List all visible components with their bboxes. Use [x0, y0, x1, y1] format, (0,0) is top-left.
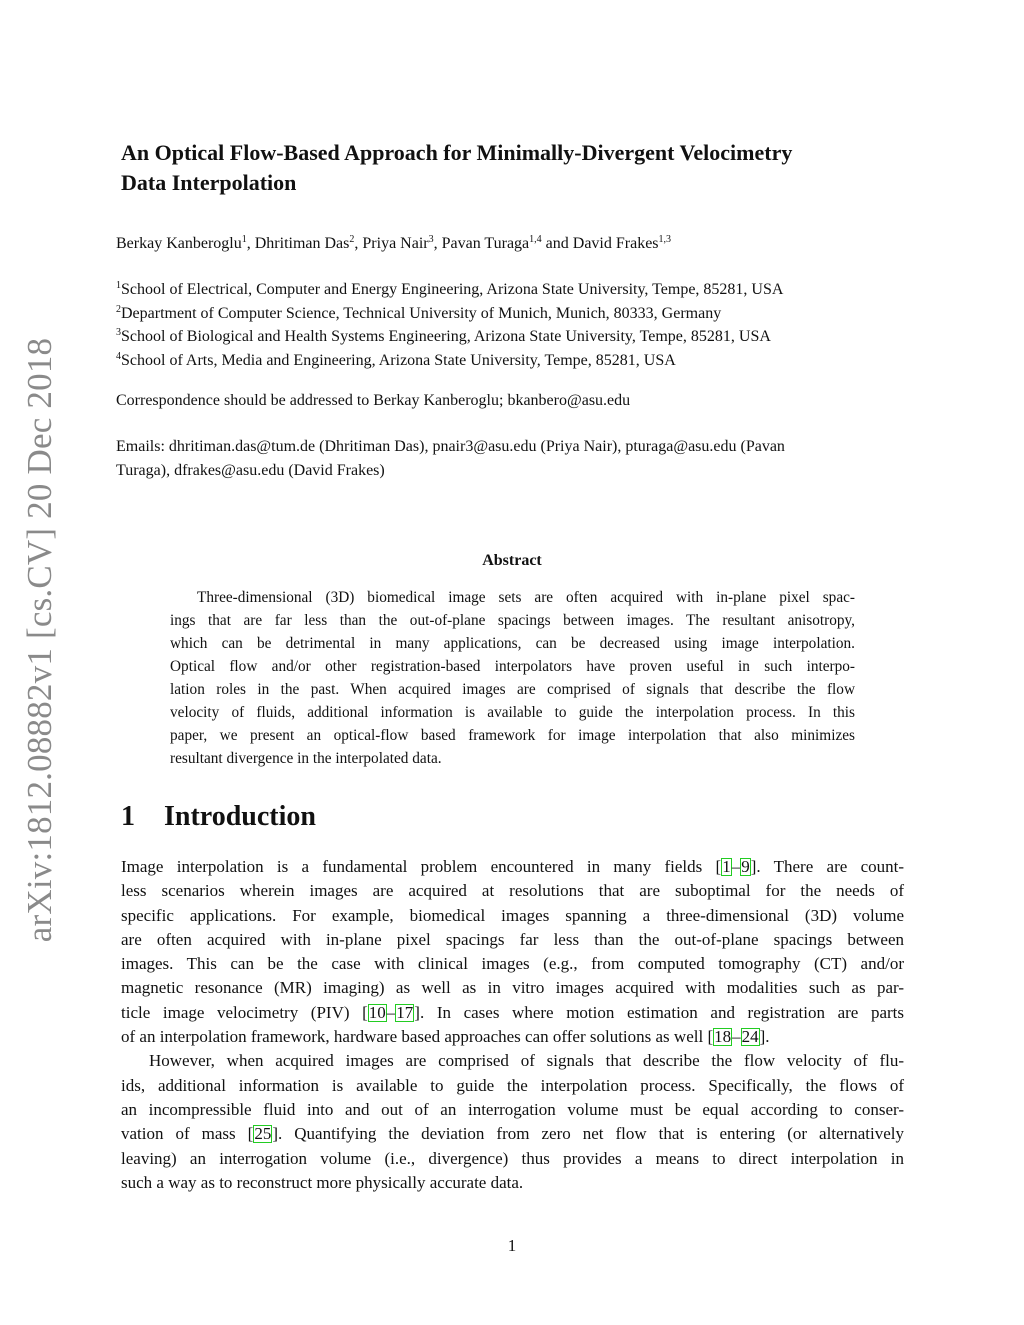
- intro-line: magnetic resonance (MR) imaging) as well as in vitro images acquired with modalities such as par-: [121, 978, 904, 998]
- author-affil-sup: 2: [349, 234, 355, 245]
- intro-text: of an interpolation framework, hardware based approaches can offer solutions as well [: [121, 1027, 714, 1047]
- affiliation-text: School of Electrical, Computer and Energy Engineering, Arizona State University, Tempe, 85281, USA: [121, 281, 784, 298]
- intro-body: [121, 855, 904, 1195]
- affiliation-sup: 2: [116, 303, 121, 315]
- abstract-body: [170, 586, 855, 770]
- affiliation: [116, 302, 783, 326]
- citation-link[interactable]: 10: [368, 1002, 386, 1022]
- intro-line: [121, 1025, 904, 1049]
- author-affil-sup: 1,3: [658, 234, 672, 245]
- citation-link[interactable]: 25: [254, 1124, 272, 1144]
- correspondence: Correspondence should be addressed to Berkay Kanberoglu; bkanbero@asu.edu: [116, 392, 631, 409]
- abstract-line: which can be detrimental in many applications, can be decreased using image interpolation.: [170, 635, 855, 652]
- intro-line: However, when acquired images are comprised of signals that describe the flow velocity of flu-: [149, 1051, 904, 1071]
- author-name: Pavan Turaga: [441, 235, 530, 252]
- affiliation: [116, 278, 783, 302]
- author-separator: ,: [433, 235, 442, 252]
- abstract-line: paper, we present an optical-flow based framework for image interpolation that also minimizes: [170, 727, 855, 744]
- section-number: 1: [121, 801, 135, 832]
- intro-line: [121, 1001, 904, 1025]
- intro-text: ticle image velocimetry (PIV) [: [121, 1002, 368, 1022]
- author-name: Dhritiman Das: [254, 235, 350, 252]
- section-heading: [121, 801, 316, 833]
- intro-line: images. This can be the case with clinical images (e.g., from computed tomography (CT) and/or: [121, 954, 904, 974]
- intro-text: ].: [759, 1027, 770, 1047]
- author-affil-sup: 1: [241, 234, 247, 245]
- title-line: An Optical Flow-Based Approach for Minimally-Divergent Velocimetry: [121, 140, 793, 165]
- intro-line: an incompressible fluid into and out of an interrogation volume must be equal according to conser-: [121, 1099, 904, 1119]
- title-line: Data Interpolation: [121, 170, 297, 195]
- arxiv-identifier: arXiv:1812.08882v1 [cs.CV] 20 Dec 2018: [20, 337, 59, 943]
- abstract-line: velocity of fluids, additional information is available to guide the interpolation process. In this: [170, 704, 855, 721]
- abstract-heading: Abstract: [482, 552, 542, 569]
- citation-dash: –: [732, 1027, 741, 1047]
- affiliation-text: School of Biological and Health Systems Engineering, Arizona State University, Tempe, 85281, USA: [121, 328, 771, 346]
- author-separator: ,: [246, 235, 255, 252]
- emails-line: Emails: dhritiman.das@tum.de (Dhritiman Das), pnair3@asu.edu (Priya Nair), pturaga@asu.edu (Pavan: [116, 438, 785, 455]
- intro-line: leaving) an interrogation volume (i.e., divergence) thus provides a means to direct interpolation in: [121, 1148, 904, 1168]
- abstract-line: lation roles in the past. When acquired images are comprised of signals that describe the flow: [170, 681, 855, 698]
- intro-text: ]. Quantifying the deviation from zero net flow that is entering (or alternatively: [272, 1124, 904, 1144]
- author-name: Priya Nair: [362, 235, 429, 252]
- emails-line: Turaga), dfrakes@asu.edu (David Frakes): [116, 462, 385, 479]
- intro-line: ids, additional information is available to guide the interpolation process. Specifically, the flows of: [121, 1075, 904, 1095]
- affiliations: [116, 278, 783, 373]
- affiliation-sup: 3: [116, 327, 121, 339]
- affiliation-text: Department of Computer Science, Technical University of Munich, Munich, 80333, Germany: [121, 304, 722, 322]
- author-separator: ,: [354, 235, 363, 252]
- intro-line: less scenarios wherein images are acquired at resolutions that are suboptimal for the needs of: [121, 881, 904, 901]
- intro-line: such a way as to reconstruct more physically accurate data.: [121, 1172, 524, 1192]
- citation-link[interactable]: 1: [722, 857, 731, 876]
- intro-text: Image interpolation is a fundamental problem encountered in many fields [: [121, 857, 722, 876]
- affiliation-sup: 1: [116, 280, 121, 291]
- affiliation-text: School of Arts, Media and Engineering, Arizona State University, Tempe, 85281, USA: [121, 352, 676, 370]
- author-affil-sup: 1,4: [529, 234, 542, 245]
- intro-line: [121, 1122, 904, 1146]
- affiliation: [116, 349, 783, 373]
- abstract-line: ings that are far less than the out-of-plane spacings between images. The resultant anisotropy,: [170, 612, 855, 629]
- intro-text: ]. In cases where motion estimation and registration are parts: [414, 1002, 904, 1022]
- affiliation-sup: 4: [116, 351, 121, 363]
- citation-link[interactable]: 18: [714, 1027, 732, 1047]
- author-list: [116, 235, 671, 253]
- emails: [116, 435, 906, 483]
- intro-line: specific applications. For example, biomedical images spanning a three-dimensional (3D) volume: [121, 905, 904, 925]
- citation-link[interactable]: 9: [741, 857, 750, 876]
- affiliation: [116, 325, 783, 349]
- paper-title: [121, 138, 921, 198]
- page-number: 1: [507, 1236, 517, 1255]
- citation-dash: –: [386, 1002, 396, 1022]
- intro-line: are often acquired with in-plane pixel spacings far less than the out-of-plane spacings between: [121, 929, 904, 949]
- abstract-line: resultant divergence in the interpolated data.: [170, 750, 442, 767]
- author-name: David Frakes: [572, 235, 659, 252]
- intro-text: ]. There are count-: [750, 857, 905, 876]
- section-title: Introduction: [164, 801, 316, 832]
- citation-dash: –: [731, 857, 741, 876]
- citation-link[interactable]: 17: [396, 1002, 414, 1022]
- intro-text: vation of mass [: [121, 1124, 254, 1144]
- abstract-line: Three-dimensional (3D) biomedical image sets are often acquired with in-plane pixel spac-: [197, 589, 855, 606]
- author-affil-sup: 3: [428, 234, 434, 245]
- intro-line: [121, 855, 904, 879]
- author-separator: and: [541, 235, 573, 252]
- abstract-line: Optical flow and/or other registration-based interpolators have proven useful in such interpo-: [170, 658, 855, 675]
- citation-link[interactable]: 24: [741, 1027, 759, 1047]
- author-name: Berkay Kanberoglu: [116, 235, 242, 252]
